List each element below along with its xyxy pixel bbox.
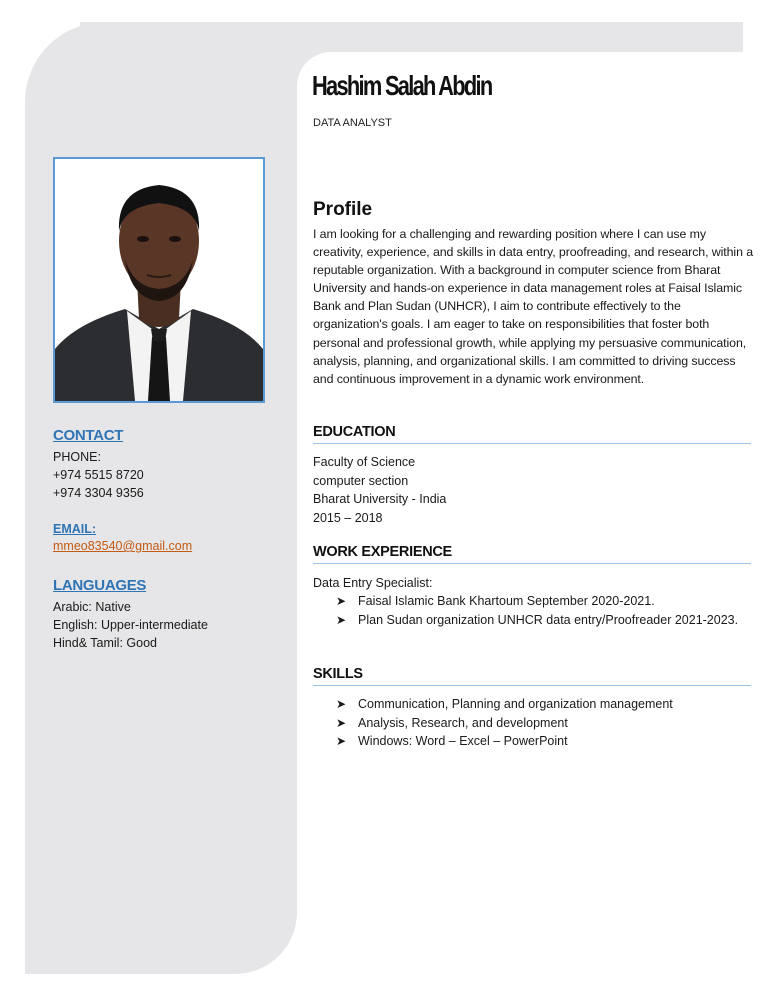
email-link[interactable]: mmeo83540@gmail.com — [53, 539, 193, 553]
candidate-name: Hashim Salah Abdin — [312, 70, 492, 101]
contact-heading: CONTACT — [53, 427, 124, 444]
work-list — [336, 592, 746, 629]
list-item: ➤ Analysis, Research, and development — [336, 714, 746, 733]
arrowhead-bullet-icon: ➤ — [336, 697, 347, 711]
arrowhead-bullet-icon: ➤ — [336, 715, 347, 730]
list-item: ➤ Communication, Planning and organization management — [336, 695, 746, 714]
education-heading: EDUCATION — [313, 424, 751, 444]
work-experience-heading: WORK EXPERIENCE — [313, 544, 751, 564]
email-label: EMAIL: — [53, 522, 97, 536]
arrowhead-bullet-icon: ➤ — [336, 594, 347, 608]
profile-heading: Profile — [313, 199, 373, 220]
list-item: ➤ Faisal Islamic Bank Khartoum September 2020-2021. — [336, 592, 746, 611]
phone-number-2: +974 3304 9356 — [53, 486, 144, 500]
education-university: Bharat University - India — [313, 492, 447, 506]
list-item: ➤ Windows: Word – Excel – PowerPoint — [336, 732, 746, 751]
portrait-photo — [53, 157, 265, 403]
education-section: computer section — [313, 473, 409, 488]
phone-label: PHONE: — [53, 450, 101, 464]
skills-heading: SKILLS — [313, 666, 751, 686]
job-title: DATA ANALYST — [313, 117, 392, 129]
profile-text: I am looking for a challenging and rewarding position where I can use my creativity, experience, and skills in data entry, proofreading, and research, within a reputable organization. With a background in computer science from Bharat University and hands-on experience in data management roles at Faisal Islamic Bank and Plan Sudan (UNHCR), I aim to contribute effectively to the organization's goals. I am eager to take on responsibilities that foster both personal and professional growth, while applying my persuasive communication, analysis, planning, and organizational skills. I am committed to driving success and continuous improvement in a dynamic work environment. — [313, 227, 753, 386]
language-english: English: Upper-intermediate — [53, 618, 208, 632]
language-hindi-tamil: Hind& Tamil: Good — [53, 636, 157, 650]
skills-list — [336, 695, 746, 751]
languages-heading: LANGUAGES — [53, 577, 147, 594]
education-faculty: Faculty of Science — [313, 455, 416, 469]
phone-number-1: +974 5515 8720 — [53, 468, 144, 482]
arrowhead-bullet-icon: ➤ — [336, 734, 347, 748]
list-item: ➤ Plan Sudan organization UNHCR data entry/Proofreader 2021-2023. — [336, 611, 746, 630]
language-arabic: Arabic: Native — [53, 600, 131, 614]
arrowhead-bullet-icon: ➤ — [336, 612, 347, 627]
education-years: 2015 – 2018 — [313, 510, 383, 525]
work-role: Data Entry Specialist: — [313, 576, 433, 590]
